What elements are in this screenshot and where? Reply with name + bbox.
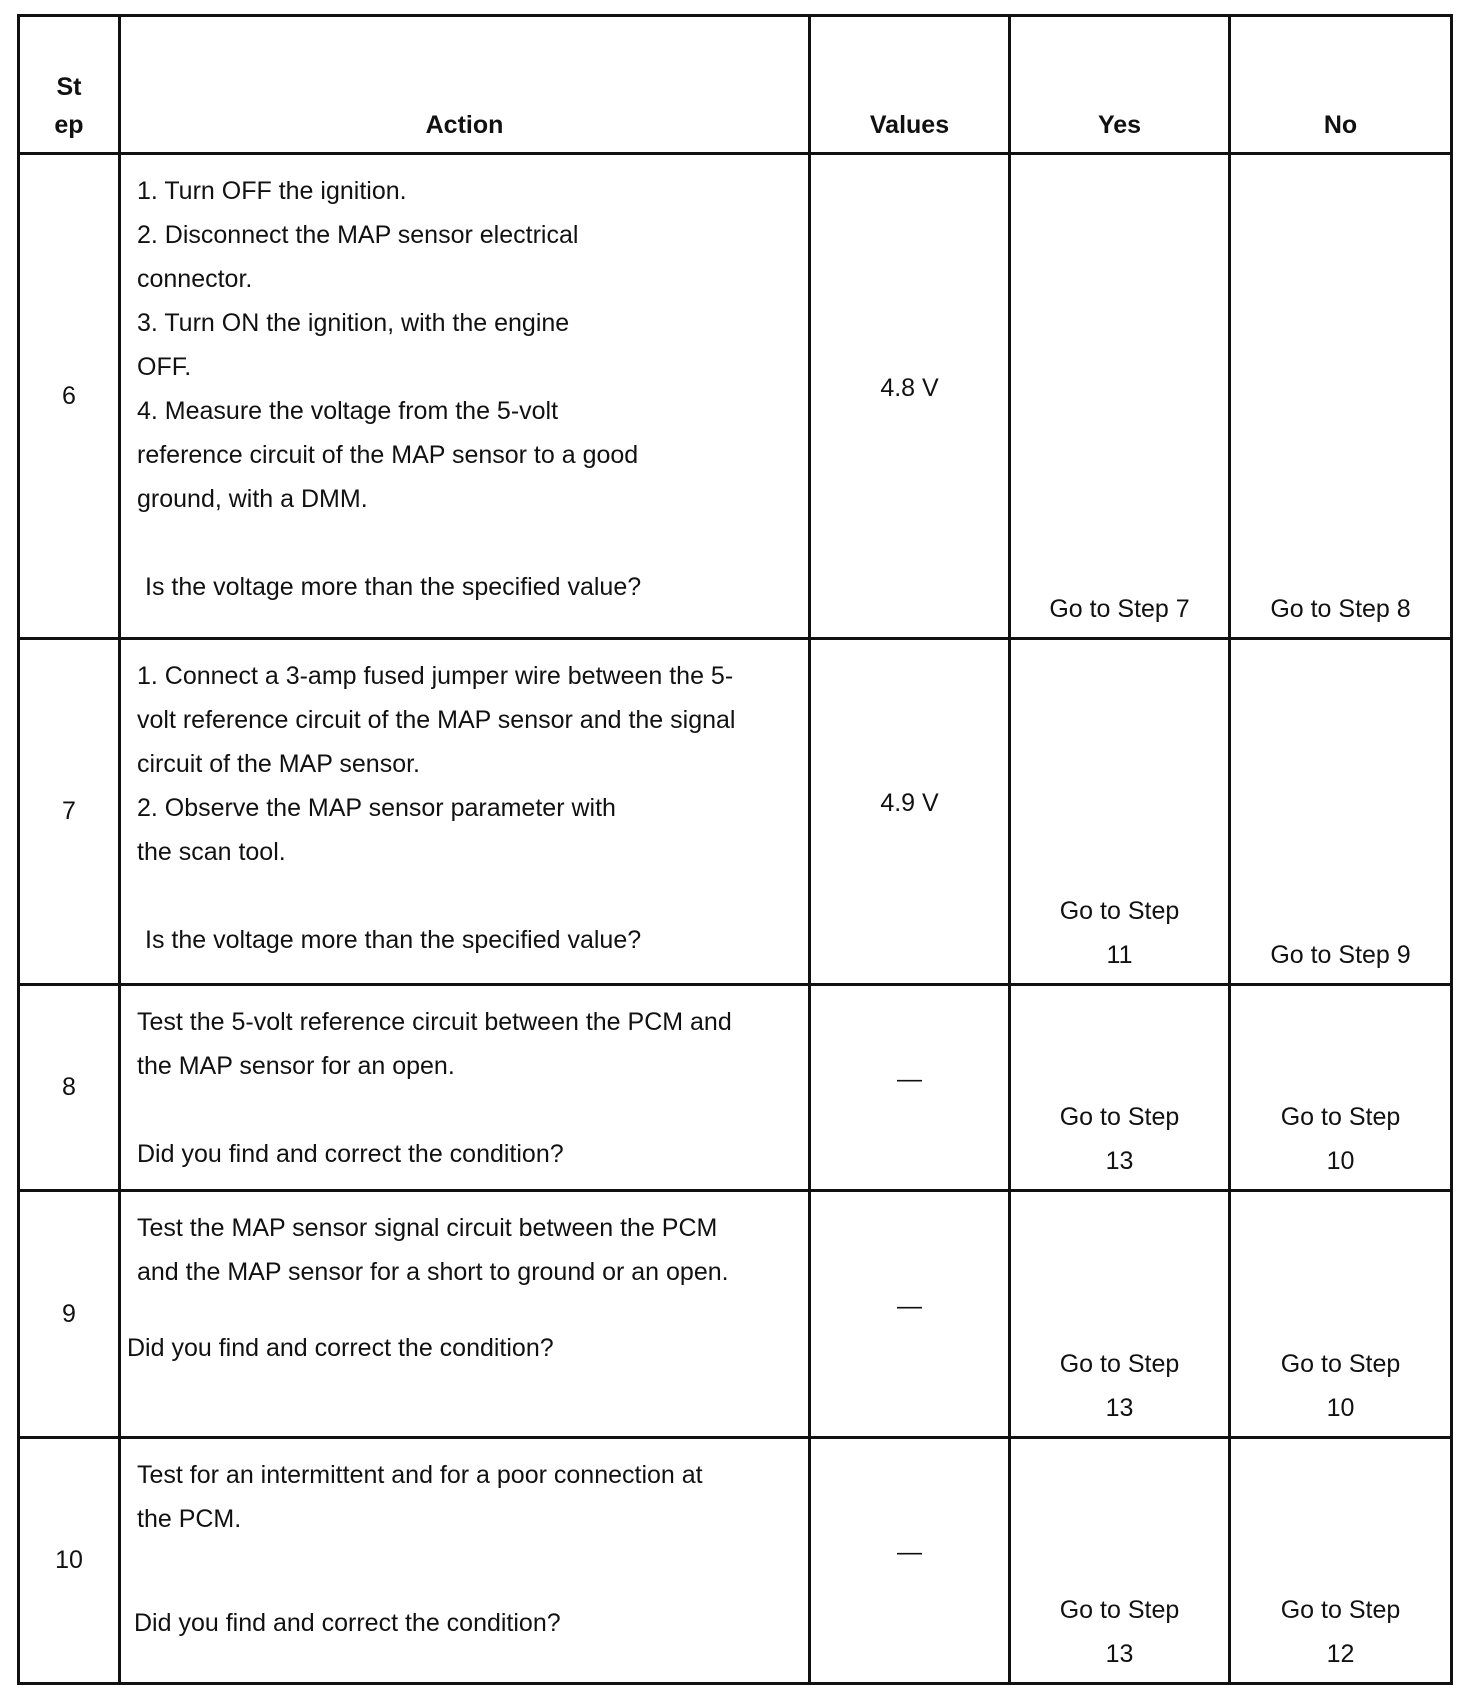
- value-text: —: [897, 1291, 922, 1320]
- step-number: 10: [19, 1437, 120, 1683]
- yes-text: Go to Step 13: [1059, 1596, 1180, 1668]
- no-text: Go to Step 12: [1280, 1596, 1401, 1668]
- table-row: [19, 1437, 1452, 1683]
- table-row: [19, 1191, 1452, 1437]
- action-question: Did you find and correct the condition?: [137, 1139, 564, 1168]
- action-question: Did you find and correct the condition?: [134, 1608, 561, 1637]
- no-cell: [1230, 1191, 1452, 1437]
- action-line: 4. Measure the voltage from the 5-volt reference circuit of the MAP sensor to a good ground, with a DMM.: [137, 396, 639, 513]
- action-cell: [120, 1191, 810, 1437]
- action-line: 3. Turn ON the ignition, with the engine OFF.: [137, 308, 570, 381]
- no-cell: [1230, 153, 1452, 638]
- header-step: St ep: [19, 16, 120, 154]
- action-line: 1. Turn OFF the ignition.: [137, 176, 407, 205]
- value-text: —: [897, 1065, 922, 1094]
- yes-cell: [1010, 153, 1230, 638]
- values-cell: [810, 638, 1010, 984]
- header-row: [19, 16, 1452, 154]
- yes-text: Go to Step 13: [1059, 1349, 1180, 1422]
- step-number: 6: [19, 153, 120, 638]
- action-line: 2. Disconnect the MAP sensor electrical connector.: [137, 220, 579, 293]
- value-text: 4.8 V: [880, 373, 939, 402]
- action-line: Test the 5-volt reference circuit between the PCM and the MAP sensor for an open.: [137, 1007, 732, 1080]
- yes-cell: [1010, 1191, 1230, 1437]
- action-cell: [120, 638, 810, 984]
- header-no: No: [1230, 16, 1452, 154]
- no-text: Go to Step 10: [1280, 1349, 1401, 1422]
- no-text: Go to Step 10: [1280, 1103, 1401, 1176]
- step-number: 9: [19, 1191, 120, 1437]
- values-cell: [810, 1437, 1010, 1683]
- step-number: 8: [19, 984, 120, 1190]
- values-cell: [810, 1191, 1010, 1437]
- table-row: [19, 984, 1452, 1190]
- no-cell: [1230, 1437, 1452, 1683]
- action-line: Test for an intermittent and for a poor connection at the PCM.: [137, 1460, 703, 1533]
- no-text: Go to Step 8: [1270, 594, 1411, 623]
- action-line: 2. Observe the MAP sensor parameter with the scan tool.: [137, 793, 616, 866]
- yes-text: Go to Step 11: [1059, 896, 1180, 969]
- table-row: [19, 638, 1452, 984]
- values-cell: [810, 984, 1010, 1190]
- action-cell: [120, 153, 810, 638]
- no-cell: [1230, 638, 1452, 984]
- yes-text: Go to Step 13: [1059, 1103, 1180, 1176]
- values-cell: [810, 153, 1010, 638]
- action-cell: [120, 1437, 810, 1683]
- value-text: 4.9 V: [880, 789, 939, 818]
- table-row: [19, 153, 1452, 638]
- no-cell: [1230, 984, 1452, 1190]
- action-question: Is the voltage more than the specified value?: [145, 572, 642, 601]
- value-text: —: [897, 1538, 922, 1567]
- action-question: Did you find and correct the condition?: [127, 1334, 554, 1363]
- action-question: Is the voltage more than the specified value?: [145, 925, 642, 954]
- header-values: Values: [810, 16, 1010, 154]
- yes-text: Go to Step 7: [1049, 594, 1190, 623]
- yes-cell: [1010, 638, 1230, 984]
- diagnostic-table: [17, 14, 1453, 1685]
- action-line: 1. Connect a 3-amp fused jumper wire between the 5-volt reference circuit of the MAP sensor and the signal circuit of the MAP sensor.: [137, 661, 736, 778]
- action-line: Test the MAP sensor signal circuit between the PCM and the MAP sensor for a short to ground or an open.: [137, 1214, 729, 1287]
- yes-cell: [1010, 984, 1230, 1190]
- no-text: Go to Step 9: [1270, 940, 1411, 969]
- step-number: 7: [19, 638, 120, 984]
- action-cell: [120, 984, 810, 1190]
- yes-cell: [1010, 1437, 1230, 1683]
- header-yes: Yes: [1010, 16, 1230, 154]
- header-action: Action: [120, 16, 810, 154]
